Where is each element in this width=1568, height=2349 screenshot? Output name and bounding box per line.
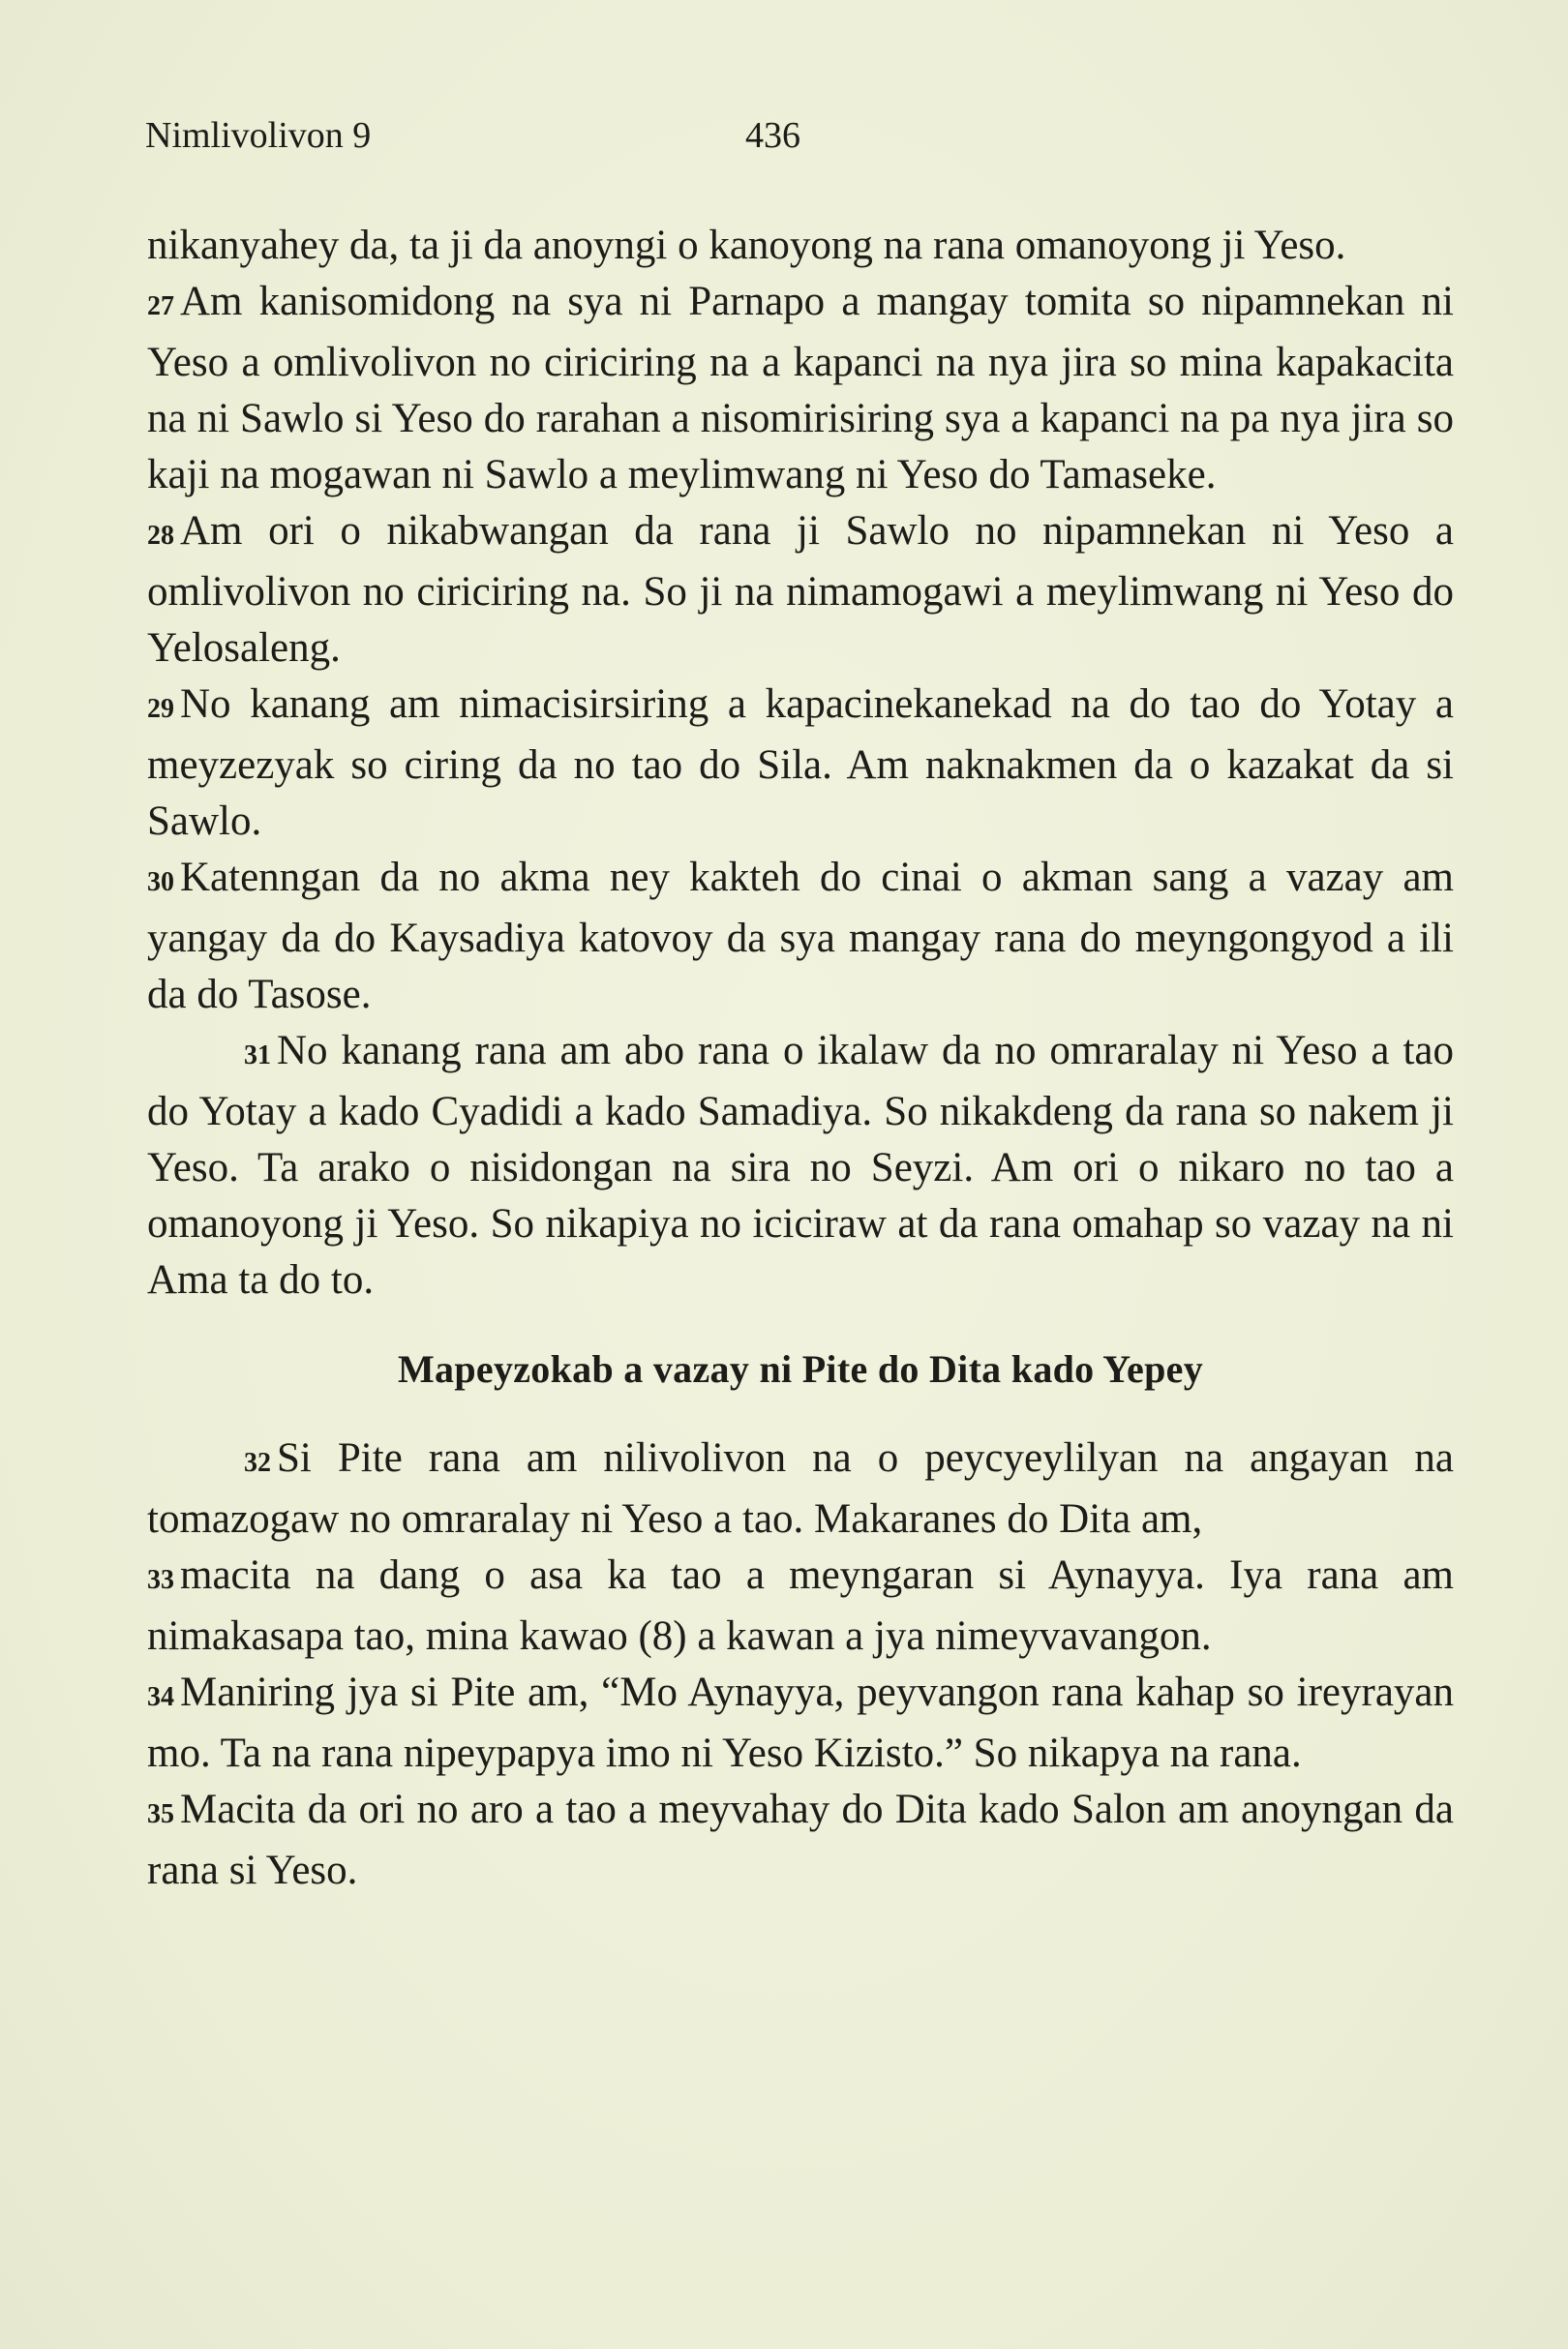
verse-33 [147,1548,1454,1665]
verse-text: No kanang am nimacisirsiring a kapacinekanekad na do tao do Yotay a meyzezyak so ciring da no tao do Sila. Am naknakmen da o kazakat da si Sawlo. [147,681,1454,844]
verse-number: 31 [244,1040,271,1070]
verse-text: nikanyahey da, ta ji da anoyngi o kanoyong na rana omanoyong ji Yeso. [147,223,1346,268]
verse-27 [147,274,1454,503]
paragraph-continuation [147,218,1454,274]
verse-text: macita na dang o asa ka tao a meyngaran si Aynayya. Iya rana am nimakasapa tao, mina kawao (8) a kawan a jya nimeyvavangon. [147,1552,1454,1659]
verse-31 [147,1023,1454,1309]
verse-text: No kanang rana am abo rana o ikalaw da no omraralay ni Yeso a tao do Yotay a kado Cyadidi a kado Samadiya. So nikakdeng da rana so nakem ji Yeso. Ta arako o nisidongan na sira no Seyzi. Am ori o nikaro no tao a omanoyong ji Yeso. So nikapiya no iciciraw at da rana omahap so vazay na ni Ama ta do to. [147,1028,1454,1303]
verse-32 [147,1430,1454,1548]
verse-number: 34 [147,1682,174,1712]
verse-text: Am ori o nikabwangan da rana ji Sawlo no nipamnekan ni Yeso a omlivolivon no ciriciring na. So ji na nimamogawi a meylimwang ni Yeso do Yelosaleng. [147,508,1454,671]
verse-34 [147,1665,1454,1782]
verse-30 [147,850,1454,1023]
verse-number: 33 [147,1565,174,1595]
page-header [145,106,1452,165]
verse-number: 29 [147,694,174,724]
verse-text: Si Pite rana am nilivolivon na o peycyeylilyan na angayan na tomazogaw no omraralay ni Yeso a tao. Makaranes do Dita am, [147,1435,1454,1542]
verse-number: 35 [147,1799,174,1829]
verse-text: Katenngan da no akma ney kakteh do cinai o akman sang a vazay am yangay da do Kaysadiya katovoy da sya mangay rana do meyngongyod a ili da do Tasose. [147,855,1454,1017]
page-body [147,218,1454,1899]
page-number: 436 [745,115,800,156]
verse-text: Maniring jya si Pite am, “Mo Aynayya, peyvangon rana kahap so ireyrayan mo. Ta na rana nipeypapya imo ni Yeso Kizisto.” So nikapya na rana. [147,1670,1454,1776]
verse-35 [147,1782,1454,1899]
verse-number: 28 [147,521,174,551]
verse-28 [147,503,1454,677]
verse-number: 27 [147,291,174,321]
running-title: Nimlivolivon 9 [145,115,372,156]
verse-29 [147,677,1454,850]
verse-number: 32 [244,1448,271,1478]
section-heading: Mapeyzokab a vazay ni Pite do Dita kado Yepey [397,1347,1203,1391]
verse-number: 30 [147,867,174,897]
verse-text: Am kanisomidong na sya ni Parnapo a mangay tomita so nipamnekan ni Yeso a omlivolivon no ciriciring na a kapanci na nya jira so mina kapakacita na ni Sawlo si Yeso do rarahan a nisomirisiring sya a kapanci na pa nya jira so kaji na mogawan ni Sawlo a meylimwang ni Yeso do Tamaseke. [147,279,1454,497]
verse-text: Macita da ori no aro a tao a meyvahay do Dita kado Salon am anoyngan da rana si Yeso. [147,1787,1454,1893]
